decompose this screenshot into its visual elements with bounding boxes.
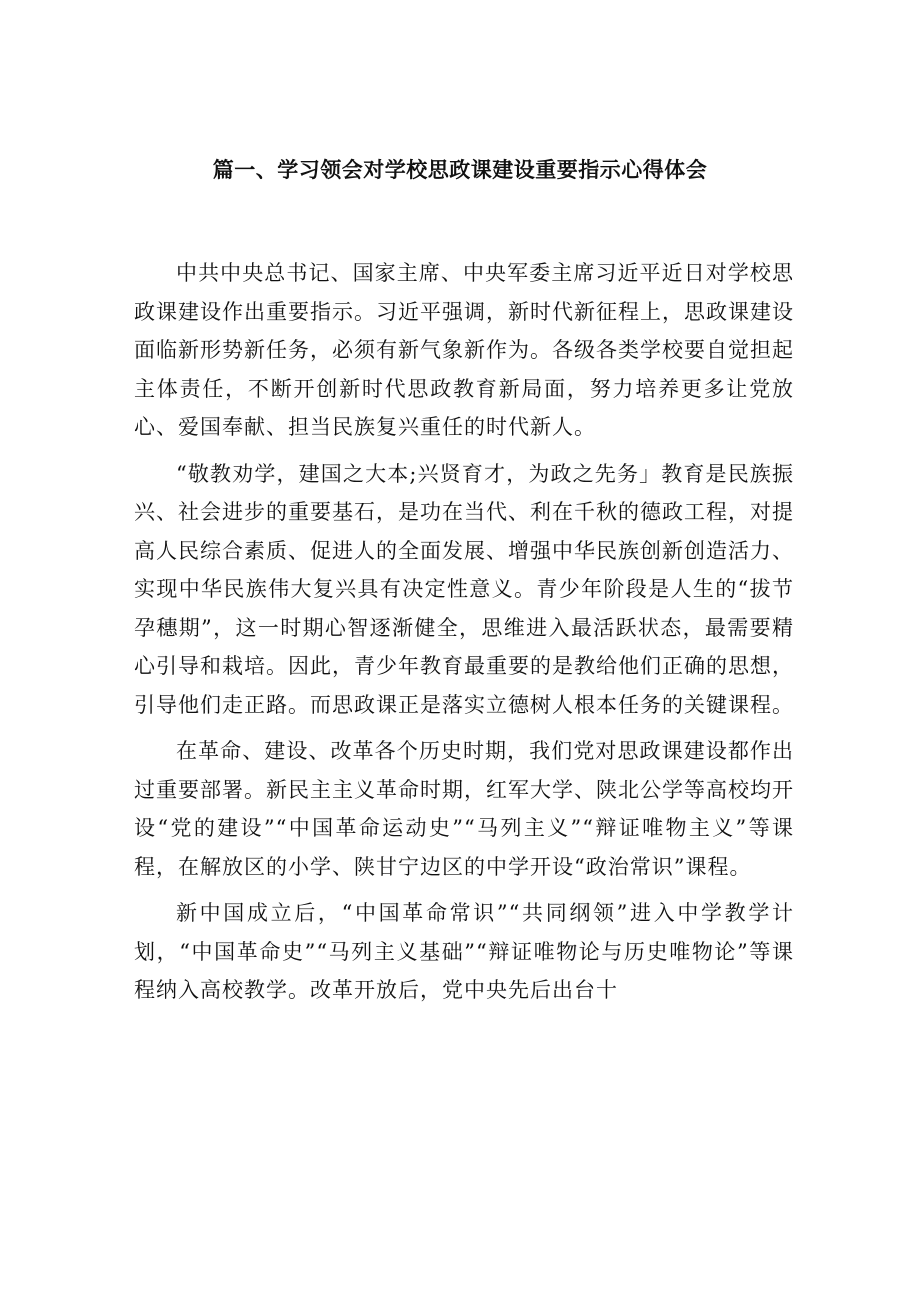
paragraph-4: 新中国成立后，“中国革命常识”“共同纲领”进入中学教学计划，“中国革命史”“马列主义基础”“辩证唯物论与历史唯物论”等课程纳入高校教学。改革开放后，党中央先后出台十 — [134, 901, 794, 1002]
document-body — [134, 254, 794, 1010]
paragraph-3: 在革命、建设、改革各个历史时期，我们党对思政课建设都作出过重要部署。新民主主义革命时期，红军大学、陕北公学等高校均开设“党的建设”“中国革命运动史”“马列主义”“辩证唯物主义”等课程，在解放区的小学、陕甘宁边区的中学开设“政治常识”课程。 — [134, 739, 794, 879]
paragraph-2: “敬教劝学，建国之大本;兴贤育才，为政之先务」教育是民族振兴、社会进步的重要基石，是功在当代、利在千秋的德政工程，对提高人民综合素质、促进人的全面发展、增强中华民族创新创造活力、实现中华民族伟大复兴具有决定性意义。青少年阶段是人生的“拔节孕穗期”，这一时期心智逐渐健全，思维进入最活跃状态，最需要精心引导和栽培。因此，青少年教育最重要的是教给他们正确的思想，引导他们走正路。而思政课正是落实立德树人根本任务的关键课程。 — [134, 461, 794, 717]
document-title: 篇一、学习领会对学校思政课建设重要指示心得体会 — [212, 158, 708, 182]
paragraph-1: 中共中央总书记、国家主席、中央军委主席习近平近日对学校思政课建设作出重要指示。习近平强调，新时代新征程上，思政课建设面临新形势新任务，必须有新气象新作为。各级各类学校要自觉担起主体责任，不断开创新时代思政教育新局面，努力培养更多让党放心、爱国奉献、担当民族复兴重任的时代新人。 — [134, 261, 794, 439]
